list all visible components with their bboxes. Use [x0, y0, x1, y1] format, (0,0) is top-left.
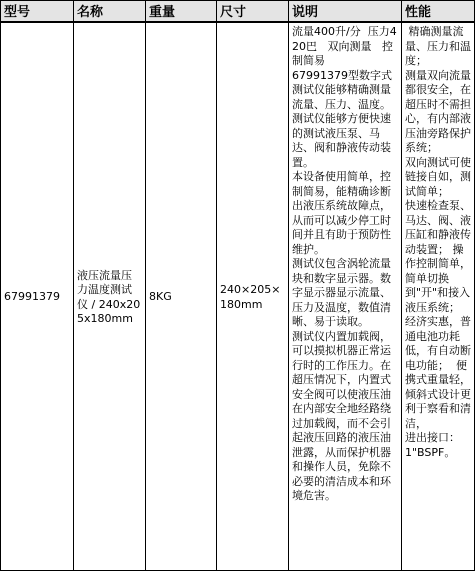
header-name: 名称 — [73, 0, 145, 22]
cell-performance — [401, 22, 475, 571]
cell-model — [0, 22, 73, 571]
name-value: 液压流量压力温度测试仪 / 240x205x180mm — [77, 268, 141, 325]
performance-text: 精确测量流量、压力和温度； 测量双向流量都很安全，在超压时不需担心，有内部液压油旁路保护系统； 双向测试可使链接自如，测试简单； 快速检查泵、马达、阀、液压缸和静液传动装置； 操作控制简单，简单切换到"开"和接入液压系统； 经济实惠，普通电池功耗低，有自动断电功能； 便携式重量轻，倾斜式设计更利于察看和清洁， 进出接口：1"BSPF。 — [405, 25, 471, 459]
header-description: 说明 — [288, 0, 401, 22]
header-size: 尺寸 — [216, 0, 288, 22]
header-model: 型号 — [0, 0, 73, 22]
model-value: 67991379 — [4, 290, 60, 304]
weight-value: 8KG — [149, 290, 172, 304]
cell-size — [216, 22, 288, 571]
size-value: 240×205×180mm — [220, 283, 281, 311]
header-performance: 性能 — [401, 0, 475, 22]
header-weight: 重量 — [145, 0, 216, 22]
cell-weight — [145, 22, 216, 571]
description-text: 流量400升/分 压力420巴 双向测量 控制简易 67991379型数字式测试仪能够精确测量流量、压力、温度。测试仪能够方便快速的测试液压泵、马达、阀和静液传动装置。 本设备使用简单，控制简易，能精确诊断出液压系统故障点，从而可以减少停工时间并且有助于预防性维护。 测试仪包含涡轮流量块和数字显示器。数字显示器显示流量、压力及温度，数值清晰、易于读取。 测试仪内置加载阀，可以摸拟机器正常运行时的工作压力。在超压情况下，内置式安全阀可以使液压油在内部安全地经路绕过加载阀，而不会引起液压回路的液压油泄露，从而保护机器和操作人员，免除不必要的清洁成本和环境危害。 — [292, 25, 397, 502]
cell-name — [73, 22, 145, 571]
cell-description — [288, 22, 401, 571]
